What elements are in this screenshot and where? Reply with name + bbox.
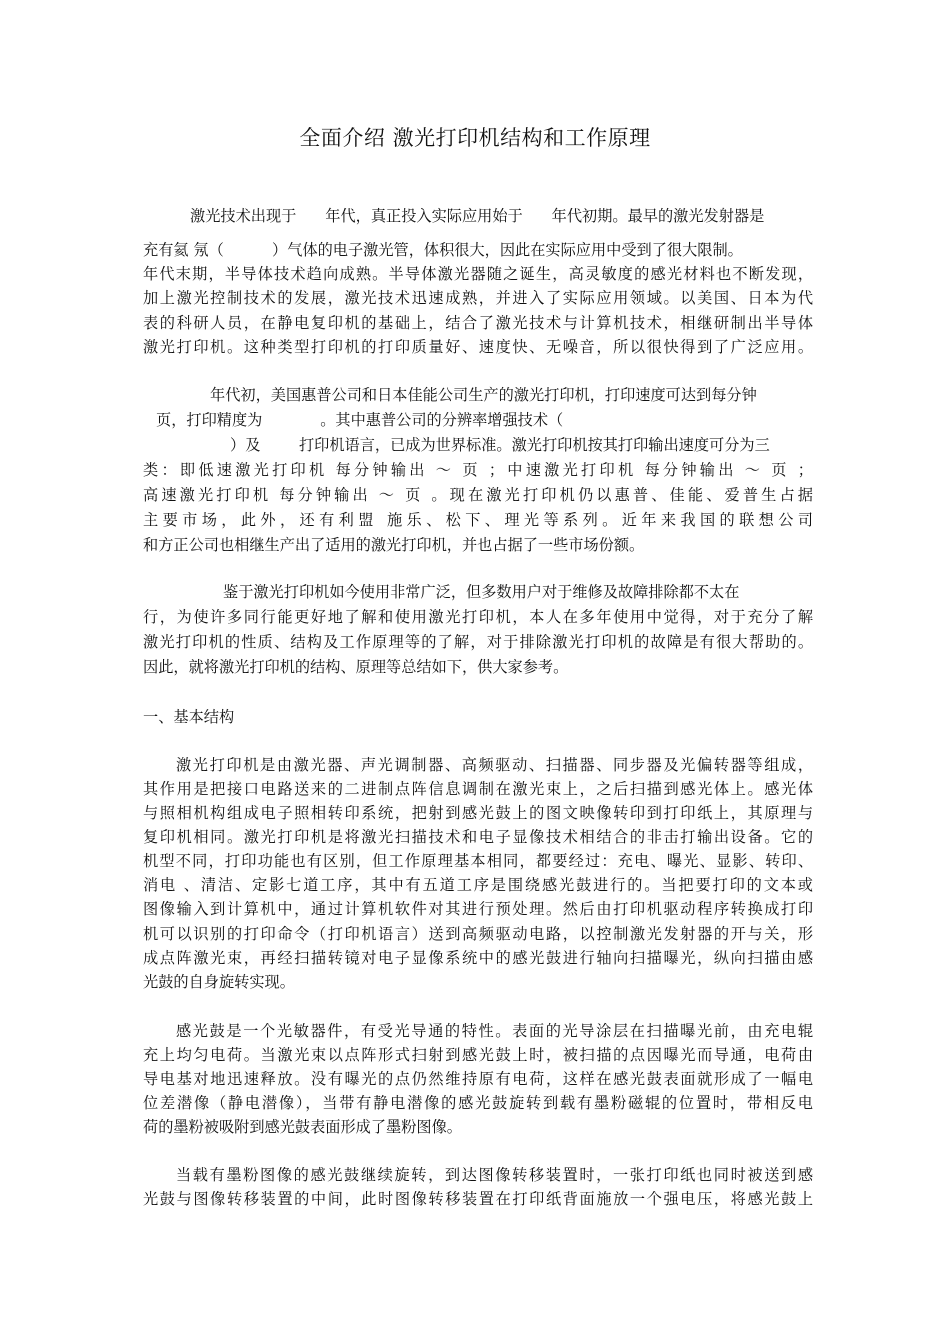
text-line: 年代末期，半导体技术趋向成熟。半导体激光器随之诞生，高灵敏度的感光材料也不断发现，	[143, 265, 813, 283]
text-line: 激光打印机的性质、结构及工作原理等的了解，对于排除激光打印机的故障是有很大帮助的。	[143, 633, 813, 651]
text-line: 因此，就将激光打印机的结构、原理等总结如下，供大家参考。	[143, 658, 569, 676]
text-line: 其作用是把接口电路送来的二进制点阵信息调制在激光束上，之后扫描到感光体上。感光体	[143, 780, 813, 798]
text-line: 成点阵激光束，再经扫描转镜对电子显像系统中的感光鼓进行轴向扫描曝光，纵向扫描由感	[143, 949, 813, 967]
text-line: 和方正公司也相继生产出了适用的激光打印机，并也占据了一些市场份额。	[143, 536, 645, 554]
text-line: 激光打印机。这种类型打印机的打印质量好、速度快、无噪音，所以很快得到了广泛应用。	[143, 338, 813, 356]
text-line: 类：即低速激光打印机 每分钟输出 ～ 页 ；中速激光打印机 每分钟输出 ～ 页 ；	[143, 461, 813, 479]
text-line: 机型不同，打印功能也有区别，但工作原理基本相同，都要经过：充电、曝光、显影、转印、	[143, 852, 813, 870]
text-line: 消电 、清洁、定影七道工序，其中有五道工序是围绕感光鼓进行的。当把要打印的文本或	[143, 876, 813, 894]
text-line: 加上激光控制技术的发展，激光技术迅速成熟，并进入了实际应用领域。以美国、日本为代	[143, 289, 813, 307]
text-line: 表的科研人员，在静电复印机的基础上，结合了激光技术与计算机技术，相继研制出半导体	[143, 314, 813, 332]
text-line: 位差潜像（静电潜像），当带有静电潜像的感光鼓旋转到载有墨粉磁辊的位置时，带相反电	[143, 1094, 813, 1112]
text-line: 复印机相同。激光打印机是将激光扫描技术和电子显像技术相结合的非击打输出设备。它的	[143, 828, 813, 846]
text-line: 一、基本结构	[143, 708, 235, 726]
text-line: 高速激光打印机 每分钟输出 ～ 页 。现在激光打印机仍以惠普、佳能、爱普生占据	[143, 486, 813, 504]
text-line: 年代初，美国惠普公司和日本佳能公司生产的激光打印机，打印速度可达到每分钟	[210, 386, 757, 404]
text-line: 机可以识别的打印命令（打印机语言）送到高频驱动电路，以控制激光发射器的开与关，形	[143, 925, 813, 943]
text-line: 与照相机构组成电子照相转印系统，把射到感光鼓上的图文映像转印到打印纸上，其原理与	[143, 804, 813, 822]
text-line: 激光打印机是由激光器、声光调制器、高频驱动、扫描器、同步器及光偏转器等组成，	[176, 756, 813, 774]
text-line: 光鼓与图像转移装置的中间，此时图像转移装置在打印纸背面施放一个强电压，将感光鼓上	[143, 1190, 813, 1208]
text-line: 荷的墨粉被吸附到感光鼓表面形成了墨粉图像。	[143, 1118, 462, 1136]
text-line: 激光技术出现于 年代，真正投入实际应用始于 年代初期。最早的激光发射器是	[190, 207, 765, 225]
text-line: 导电基对地迅速释放。没有曝光的点仍然维持原有电荷，这样在感光鼓表面就形成了一幅电	[143, 1070, 813, 1088]
text-line: 页，打印精度为 。其中惠普公司的分辨率增强技术（	[156, 411, 564, 429]
text-line: 充有氦 氖（ ）气体的电子激光管，体积很大，因此在实际应用中受到了很大限制。	[143, 241, 743, 259]
text-line: 图像输入到计算机中，通过计算机软件对其进行预处理。然后由打印机驱动程序转换成打印	[143, 900, 813, 918]
text-line: 行，为使许多同行能更好地了解和使用激光打印机，本人在多年使用中觉得，对于充分了解	[143, 608, 813, 626]
text-line: 光鼓的自身旋转实现。	[143, 973, 295, 991]
document-title: 全面介绍 激光打印机结构和工作原理	[299, 126, 651, 150]
text-line: 充上均匀电荷。当激光束以点阵形式扫射到感光鼓上时，被扫描的点因曝光而导通，电荷由	[143, 1046, 813, 1064]
text-line: 当载有墨粉图像的感光鼓继续旋转，到达图像转移装置时，一张打印纸也同时被送到感	[176, 1166, 813, 1184]
text-line: 感光鼓是一个光敏器件，有受光导通的特性。表面的光导涂层在扫描曝光前，由充电辊	[176, 1022, 813, 1040]
text-line: 主要市场，此外，还有利盟 施乐、松下、理光等系列。近年来我国的联想公司	[143, 511, 813, 529]
text-line: 鉴于激光打印机如今使用非常广泛，但多数用户对于维修及故障排除都不太在	[223, 583, 740, 601]
text-line: ）及 打印机语言，已成为世界标准。激光打印机按其打印输出速度可分为三	[230, 436, 770, 454]
